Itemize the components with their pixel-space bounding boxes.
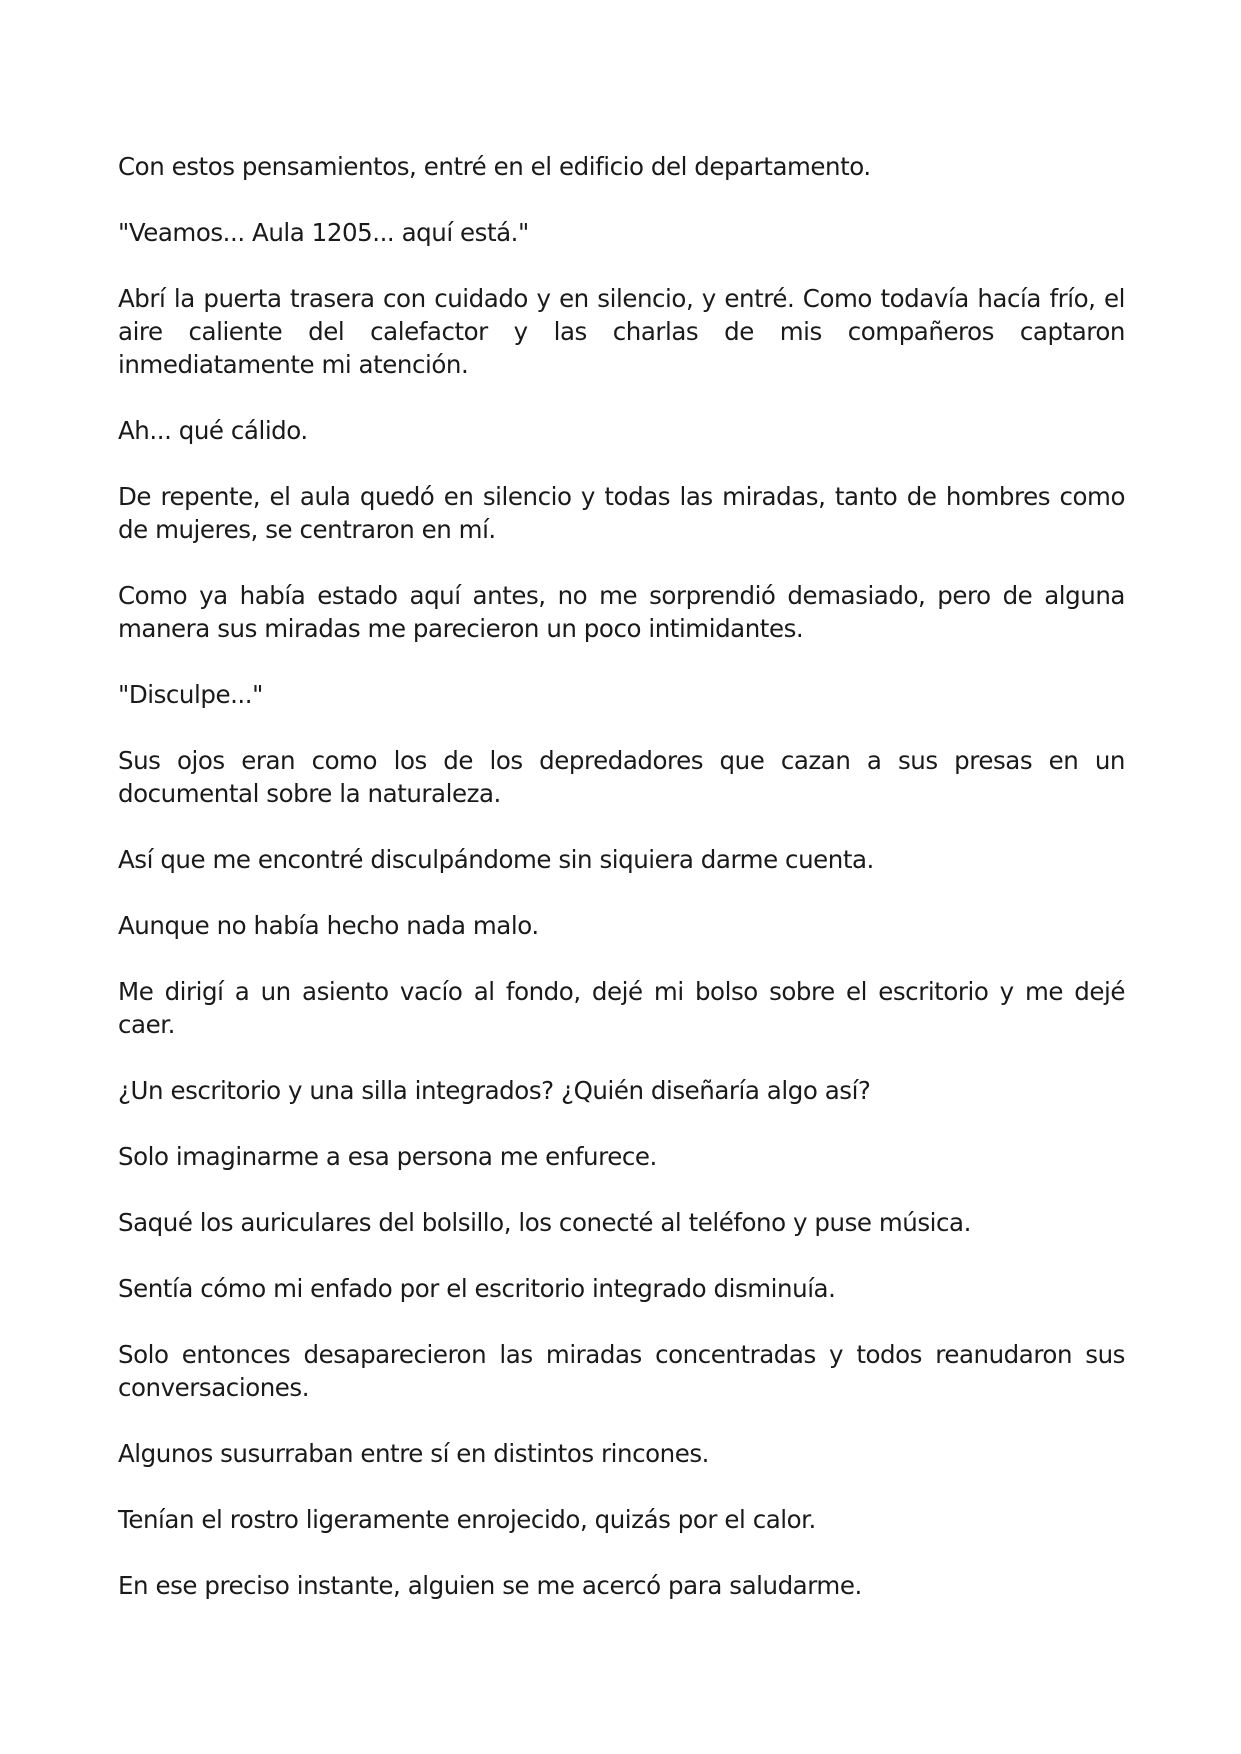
paragraph: Solo entonces desaparecieron las miradas concentradas y todos reanudaron sus conversaciones. <box>118 1340 1125 1402</box>
paragraph: Con estos pensamientos, entré en el edificio del departamento. <box>118 152 871 181</box>
paragraph: Como ya había estado aquí antes, no me sorprendió demasiado, pero de alguna manera sus miradas me parecieron un poco intimidantes. <box>118 581 1125 643</box>
paragraph: En ese preciso instante, alguien se me acercó para saludarme. <box>118 1571 862 1600</box>
paragraph: Algunos susurraban entre sí en distintos rincones. <box>118 1439 709 1468</box>
paragraph: Tenían el rostro ligeramente enrojecido, quizás por el calor. <box>118 1505 816 1534</box>
paragraph: De repente, el aula quedó en silencio y todas las miradas, tanto de hombres como de mujeres, se centraron en mí. <box>118 482 1125 544</box>
paragraph: Ah... qué cálido. <box>118 416 308 445</box>
paragraph: Así que me encontré disculpándome sin siquiera darme cuenta. <box>118 845 874 874</box>
paragraph: Sentía cómo mi enfado por el escritorio integrado disminuía. <box>118 1274 836 1303</box>
paragraph: Aunque no había hecho nada malo. <box>118 911 539 940</box>
paragraph: ¿Un escritorio y una silla integrados? ¿Quién diseñaría algo así? <box>118 1076 871 1105</box>
paragraph: Abrí la puerta trasera con cuidado y en silencio, y entré. Como todavía hacía frío, el aire caliente del calefactor y las charlas de mis compañeros captaron inmediatamente mi atención. <box>118 284 1125 379</box>
paragraph: Solo imaginarme a esa persona me enfurece. <box>118 1142 657 1171</box>
paragraph: Sus ojos eran como los de los depredadores que cazan a sus presas en un documental sobre la naturaleza. <box>118 746 1125 808</box>
document-body <box>118 150 1125 1635</box>
paragraph: Me dirigí a un asiento vacío al fondo, dejé mi bolso sobre el escritorio y me dejé caer. <box>118 977 1125 1039</box>
paragraph: "Veamos... Aula 1205... aquí está." <box>118 218 529 247</box>
paragraph: Saqué los auriculares del bolsillo, los conecté al teléfono y puse música. <box>118 1208 971 1237</box>
paragraph: "Disculpe..." <box>118 680 263 709</box>
